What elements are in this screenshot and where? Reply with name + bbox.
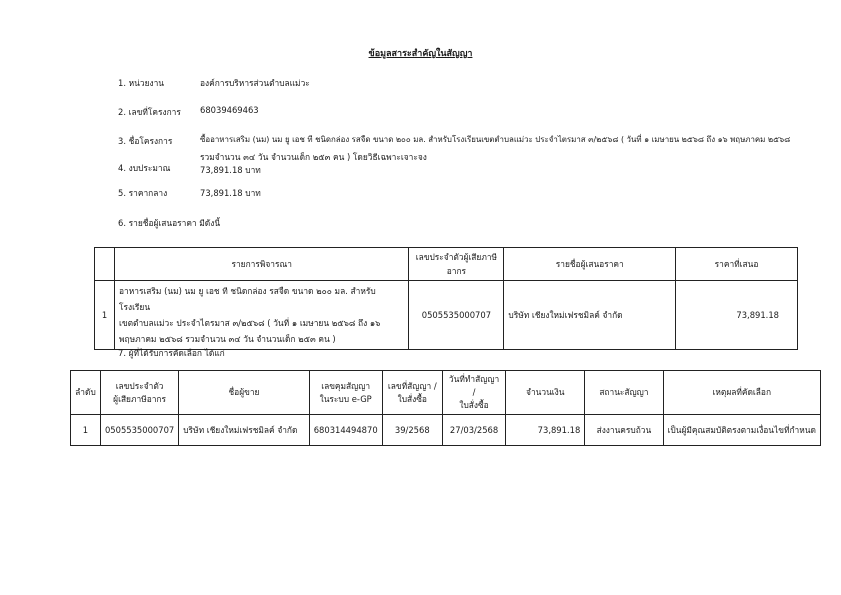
project-number-label: 2. เลขที่โครงการ: [118, 107, 181, 117]
project-number-value: 68039469463: [200, 105, 259, 115]
selected-table: [70, 370, 821, 446]
project-name-value: ซื้ออาหารเสริม (นม) นม ยู เอช ที ชนิดกล่อง รสจืด ขนาด ๒๐๐ มล. สำหรับโรงเรียนเขตตำบลแม่วะ ประจำไตรมาส ๓/๒๕๖๘ ( วันที่ ๑ เมษายน ๒๕๖๘ ถึง ๑๖ พฤษภาคม ๒๕๖๘: [200, 135, 791, 144]
row-tax-id: 0505535000707: [100, 415, 178, 446]
bidders-table: [94, 247, 798, 350]
row-amount: 73,891.18: [506, 415, 585, 446]
table-row: [71, 415, 821, 446]
median-price-value: 73,891.18 บาท: [200, 188, 261, 198]
row-item-line2: เขตตำบลแม่วะ ประจำไตรมาส ๓/๒๕๖๘ ( วันที่ ๑ เมษายน ๒๕๖๘ ถึง ๑๖: [118, 318, 381, 328]
row-bidder: บริษัท เชียงใหม่เฟรชมิลค์ จำกัด: [504, 281, 676, 350]
bidders-section-label: 6. รายชื่อผู้เสนอราคา มีดังนี้: [118, 218, 221, 228]
project-name-label: 3. ชื่อโครงการ: [118, 136, 173, 146]
project-name-value-line2: รวมจำนวน ๓๔ วัน จำนวนเด็ก ๒๕๓ คน ) โดยวิธีเฉพาะเจาะจง: [200, 152, 427, 162]
header-tax-id: เลขประจำตัว ผู้เสียภาษีอากร: [100, 371, 178, 415]
agency-label: 1. หน่วยงาน: [118, 78, 165, 88]
row-order: 1: [71, 415, 101, 446]
header-order: ลำดับ: [71, 371, 101, 415]
row-vendor: บริษัท เชียงใหม่เฟรชมิลค์ จำกัด: [179, 415, 309, 446]
row-price: 73,891.18: [676, 281, 798, 350]
document-title: ข้อมูลสาระสำคัญในสัญญา: [368, 49, 473, 59]
bidders-table-header: [95, 248, 798, 281]
row-contract-no: 39/2568: [382, 415, 442, 446]
row-contract-date: 27/03/2568: [442, 415, 505, 446]
header-egp-no: เลขคุมสัญญา ในระบบ e-GP: [309, 371, 382, 415]
header-no: [95, 248, 115, 281]
budget-value: 73,891.18 บาท: [200, 165, 261, 175]
selected-section-label: 7. ผู้ที่ได้รับการคัดเลือก ได้แก่: [118, 348, 225, 358]
row-reason: เป็นผู้มีคุณสมบัติตรงตามเงื่อนไขที่กำหนด: [663, 415, 820, 446]
row-no: 1: [95, 281, 115, 350]
row-item-line3: พฤษภาคม ๒๕๖๘ รวมจำนวน ๓๔ วัน จำนวนเด็ก ๒๕๓ คน ): [118, 334, 336, 344]
header-bidder: รายชื่อผู้เสนอราคา: [504, 248, 676, 281]
table-row: [95, 281, 798, 350]
header-amount: จำนวนเงิน: [506, 371, 585, 415]
agency-value: องค์การบริหารส่วนตำบลแม่วะ: [200, 78, 310, 88]
selected-table-header: [71, 371, 821, 415]
median-price-label: 5. ราคากลาง: [118, 188, 168, 198]
row-egp-no: 680314494870: [309, 415, 382, 446]
header-status: สถานะสัญญา: [585, 371, 663, 415]
header-contract-no: เลขที่สัญญา / ใบสั่งซื้อ: [382, 371, 442, 415]
header-contract-date: วันที่ทำสัญญา / ใบสั่งซื้อ: [442, 371, 505, 415]
row-item-line1: อาหารเสริม (นม) นม ยู เอช ที ชนิดกล่อง รสจืด ขนาด ๒๐๐ มล. สำหรับโรงเรียน: [118, 286, 376, 312]
budget-label: 4. งบประมาณ: [118, 163, 171, 173]
header-price: ราคาที่เสนอ: [676, 248, 798, 281]
row-tax-id: 0505535000707: [409, 281, 504, 350]
row-item: [114, 281, 408, 350]
header-vendor: ชื่อผู้ขาย: [179, 371, 309, 415]
row-status: ส่งงานครบถ้วน: [585, 415, 663, 446]
header-reason: เหตุผลที่คัดเลือก: [663, 371, 820, 415]
header-tax-id: เลขประจำตัวผู้เสียภาษีอากร: [409, 248, 504, 281]
header-item: รายการพิจารณา: [114, 248, 408, 281]
